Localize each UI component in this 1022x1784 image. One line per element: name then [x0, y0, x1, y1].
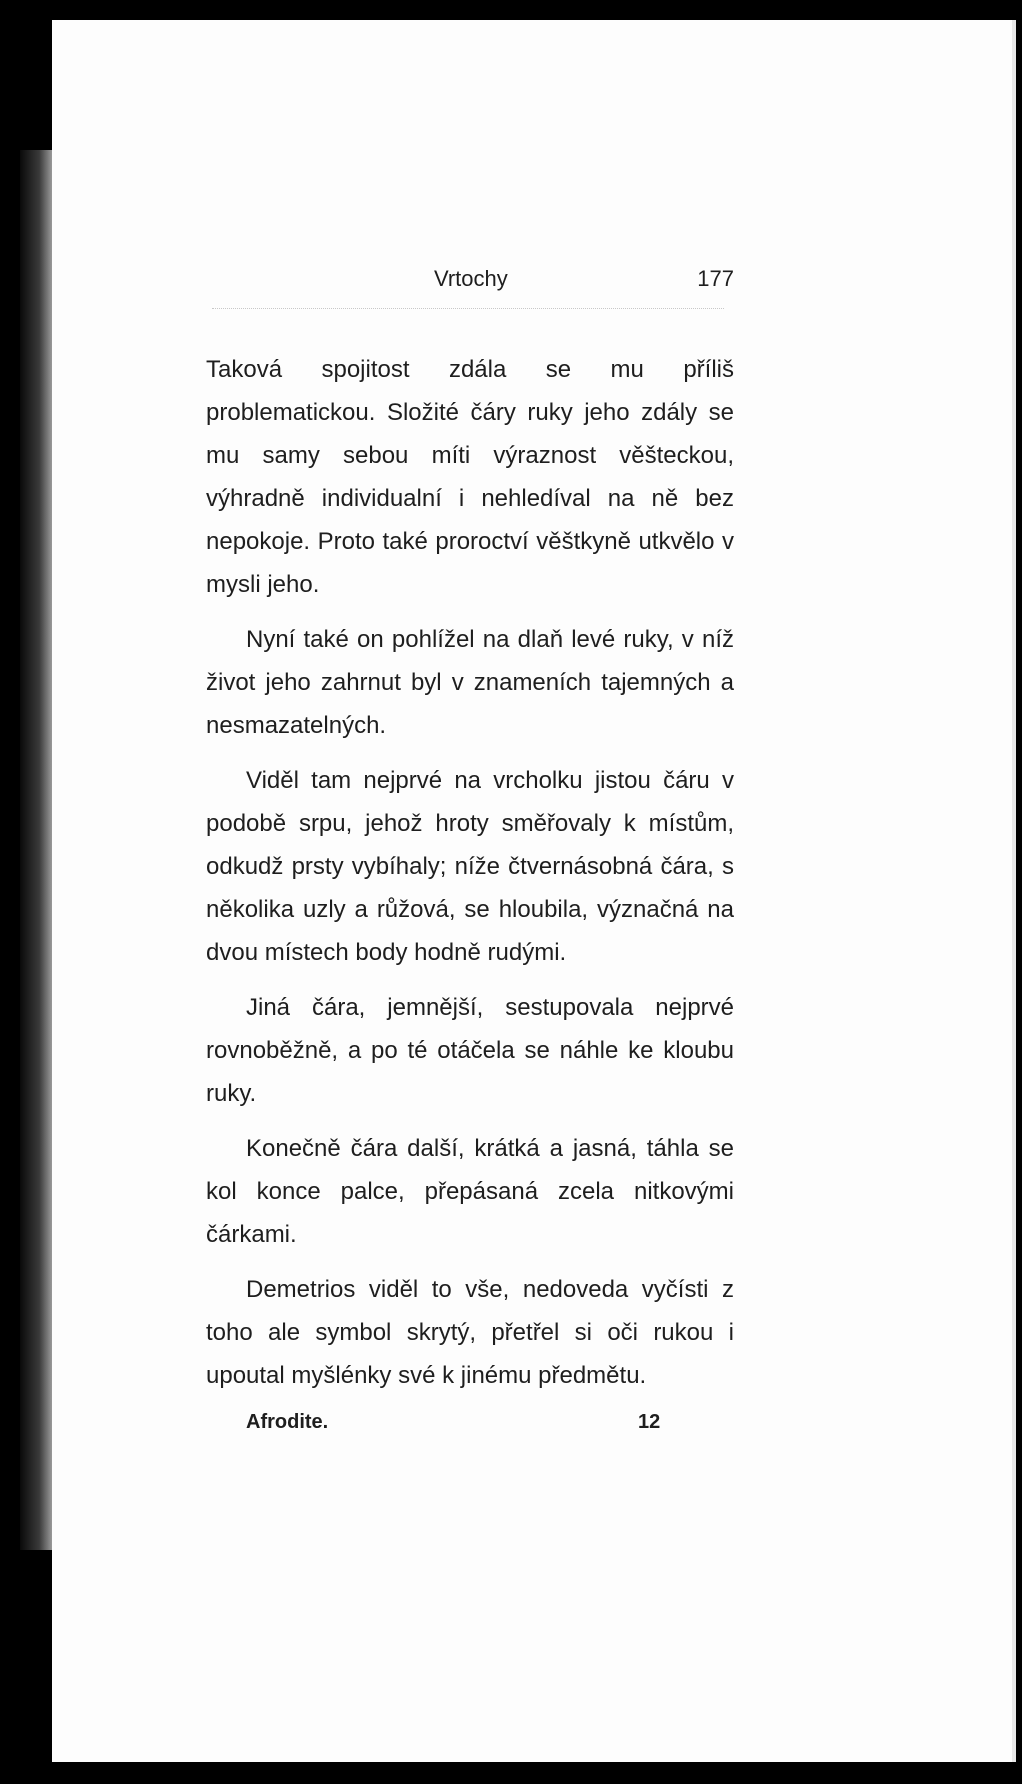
page-footer [206, 1405, 734, 1445]
body-text [206, 348, 734, 1397]
text-block [206, 252, 734, 1445]
header-rule [212, 308, 724, 309]
paragraph: Nyní také on pohlížel na dlaň levé ruky, v níž život jeho zahrnut byl v znameních tajemných a nesmazatelných. [206, 626, 734, 739]
signature-mark: Afrodite. [246, 1411, 329, 1433]
sheet-number: 12 [638, 1411, 661, 1433]
running-title: Vrtochy [434, 266, 508, 291]
paragraph: Konečně čára další, krátká a jasná, táhla se kol konce palce, přepásaná zcela nitkovými čárkami. [206, 1135, 734, 1248]
paragraph: Taková spojitost zdála se mu příliš problematickou. Složité čáry ruky jeho zdály se mu samy sebou míti výraznost věšteckou, výhradně individualní i nehledíval na ně bez nepokoje. Proto také proroctví věštkyně utkvělo v mysli jeho. [206, 356, 734, 598]
paragraph: Viděl tam nejprvé na vrcholku jistou čáru v podobě srpu, jehož hroty směřovaly k místům, odkudž prsty vybíhaly; níže čtvernásobná čára, s několika uzly a růžová, se hloubila, význačná na dvou místech body hodně rudými. [206, 767, 734, 966]
page-number: 177 [697, 266, 734, 291]
paragraph: Demetrios viděl to vše, nedoveda vyčísti z toho ale symbol skrytý, přetřel si oči rukou i upoutal myšlénky své k jinému předmětu. [206, 1276, 734, 1389]
running-head [206, 252, 734, 302]
book-gutter-shadow [20, 150, 52, 1550]
paragraph: Jiná čára, jemnější, sestupovala nejprvé rovnoběžně, a po té otáčela se náhle ke kloubu ruky. [206, 994, 734, 1107]
